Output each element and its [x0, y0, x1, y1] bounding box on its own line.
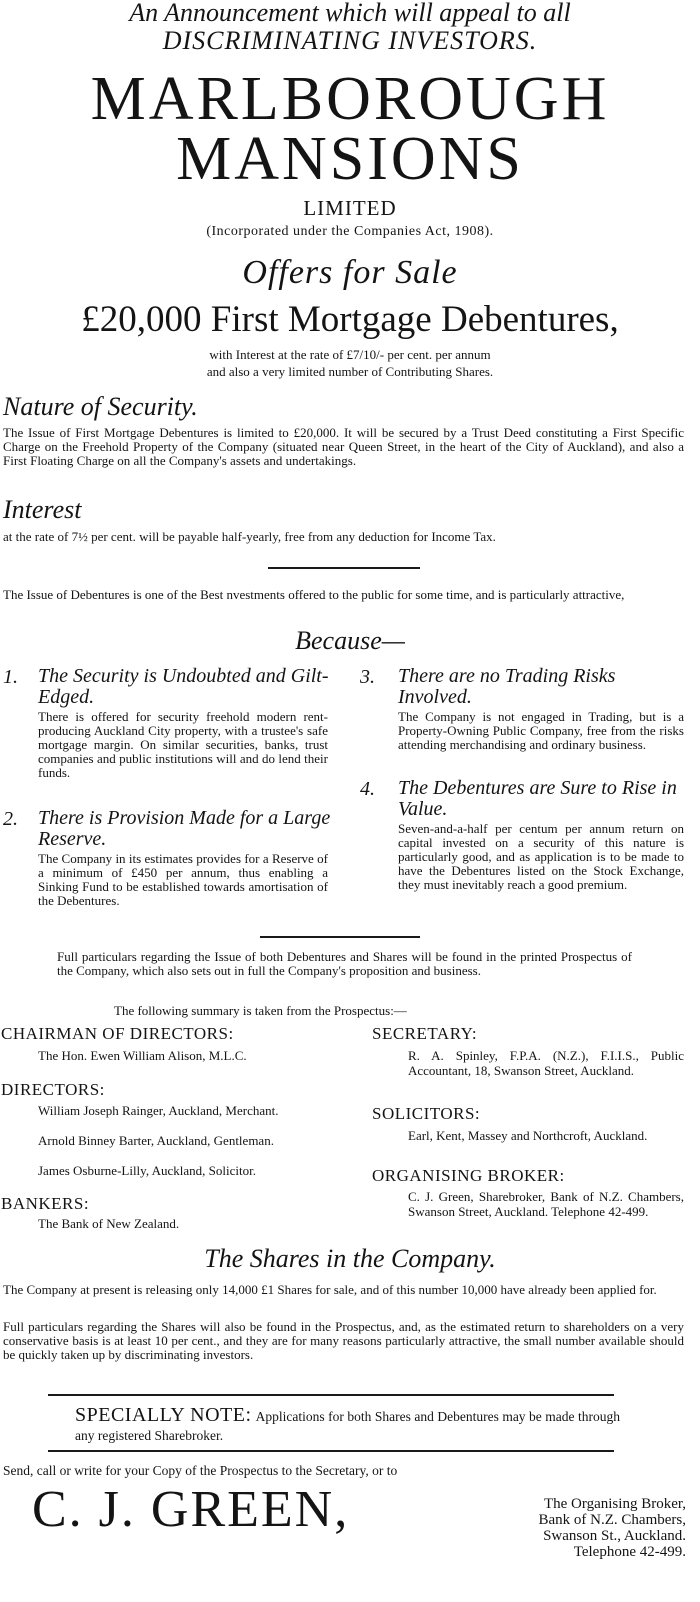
broker-address-line: Swanson St., Auckland.: [543, 1528, 686, 1544]
secretary-details: R. A. Spinley, F.P.A. (N.Z.), F.I.I.S., Public Accountant, 18, Swanson Street, Auckland.: [408, 1048, 684, 1078]
reason-2-title: There is Provision Made for a Large Reserve.: [38, 807, 331, 850]
specially-note-block: [75, 1404, 620, 1445]
directors-label: DIRECTORS:: [1, 1080, 105, 1099]
interest-rate-line-2: and also a very limited number of Contributing Shares.: [206, 364, 494, 379]
shares-paragraph-1: The Company at present is releasing only 14,000 £1 Shares for sale, and of this number 10,000 have already been applied for.: [3, 1282, 657, 1297]
solicitors-details: Earl, Kent, Massey and Northcroft, Auckland.: [408, 1128, 648, 1143]
company-title-line-2: MANSIONS: [176, 125, 524, 193]
send-for-prospectus-line: Send, call or write for your Copy of the Prospectus to the Secretary, or to: [3, 1463, 398, 1478]
nature-of-security-heading: Nature of Security.: [3, 392, 198, 421]
broker-address-block: [446, 1496, 686, 1560]
offers-for-sale-heading: Offers for Sale: [242, 254, 458, 291]
chairman-name: The Hon. Ewen William Alison, M.L.C.: [38, 1048, 247, 1063]
because-heading: Because—: [295, 626, 405, 655]
limited-label: LIMITED: [303, 196, 397, 220]
broker-address-line: Bank of N.Z. Chambers,: [538, 1512, 686, 1528]
note-bottom-rule: [48, 1450, 614, 1452]
reason-1-number: 1.: [3, 666, 18, 688]
company-title-line-1: MARLBOROUGH: [90, 65, 610, 133]
particulars-body: Full particulars regarding the Issue of both Debentures and Shares will be found in the printed Prospectus of the Company, which also sets out in full the Company's proposition and business.: [57, 949, 632, 978]
reason-3-number: 3.: [360, 666, 375, 688]
divider-rule: [260, 936, 420, 938]
reason-2-body: The Company in its estimates provides for a Reserve of a minimum of £450 per annum, thus enabling a Sinking Fund to be established towards amortisation of the Debentures.: [38, 851, 328, 908]
shares-heading: The Shares in the Company.: [204, 1244, 496, 1273]
intro-line-1: An Announcement which will appeal to all: [129, 0, 571, 27]
broker-address-line: The Organising Broker,: [543, 1496, 686, 1512]
interest-rate-line: [0, 346, 700, 380]
reason-1-body: There is offered for security freehold modern rent-producing Auckland City property, with a trustee's safe mortgage margin. On similar securities, banks, trust companies and public institutions will and do lend their funds.: [38, 709, 328, 780]
reason-1-title: The Security is Undoubted and Gilt-Edged.: [38, 665, 329, 708]
prospectus-summary-line: The following summary is taken from the Prospectus:—: [114, 1003, 407, 1018]
reason-2-number: 2.: [3, 808, 18, 830]
specially-note-label: SPECIALLY NOTE:: [75, 1404, 252, 1426]
bankers-name: The Bank of New Zealand.: [38, 1216, 180, 1231]
secretary-label: SECRETARY:: [372, 1024, 478, 1043]
broker-name-large: C. J. GREEN,: [32, 1481, 350, 1538]
reason-4-body: Seven-and-a-half per centum per annum return on capital invested on a security of this nature is particularly good, and as application is to be made to have the Debentures listed on the Stock Exchange, they must inevitably reach a good premium.: [398, 821, 684, 892]
reason-4-number: 4.: [360, 778, 375, 800]
best-investments-body: The Issue of Debentures is one of the Best nvestments offered to the public for some time, and is particularly attractive,: [3, 587, 625, 602]
chairman-label: CHAIRMAN OF DIRECTORS:: [1, 1024, 234, 1043]
bankers-label: BANKERS:: [1, 1194, 90, 1213]
note-top-rule: [48, 1394, 614, 1396]
reason-3-body: The Company is not engaged in Trading, but is a Property-Owning Public Company, free from the risks attending merchandising and ordinary business.: [398, 709, 684, 752]
debenture-amount-heading: £20,000 First Mortgage Debentures,: [81, 299, 619, 340]
specially-note-text: Applications for both Shares and Debentures may be made through any registered Sharebroker.: [75, 1409, 621, 1443]
nature-of-security-body: The Issue of First Mortgage Debentures is limited to £20,000. It will be secured by a Trust Deed constituting a First Specific Charge on the Freehold Property of the Company (situated near Queen Street, in the heart of the City of Auckland), and also a First Floating Charge on all the Company's assets and undertakings.: [3, 425, 684, 468]
divider-rule: [268, 567, 420, 569]
intro-line-2: DISCRIMINATING INVESTORS.: [162, 26, 538, 55]
organising-broker-details: C. J. Green, Sharebroker, Bank of N.Z. Chambers, Swanson Street, Auckland. Telephone 42-499.: [408, 1189, 684, 1219]
reason-4-title: The Debentures are Sure to Rise in Value.: [398, 777, 677, 820]
interest-rate-line-1: with Interest at the rate of £7/10/- per cent. per annum: [209, 347, 491, 362]
broker-address-line: Telephone 42-499.: [573, 1544, 686, 1560]
director-entry: James Osburne-Lilly, Auckland, Solicitor.: [38, 1163, 256, 1178]
organising-broker-label: ORGANISING BROKER:: [372, 1166, 565, 1185]
director-entry: William Joseph Rainger, Auckland, Merchant.: [38, 1103, 279, 1118]
interest-body: at the rate of 7½ per cent. will be payable half-yearly, free from any deduction for Income Tax.: [3, 529, 496, 544]
interest-heading: Interest: [3, 495, 82, 524]
director-entry: Arnold Binney Barter, Auckland, Gentleman.: [38, 1133, 274, 1148]
shares-paragraph-2: Full particulars regarding the Shares will also be found in the Prospectus, and, as the estimated return to shareholders on a very conservative basis is at least 10 per cent., and they are for many reasons particularly attractive, the small number available should be quickly taken up by discriminating investors.: [3, 1319, 684, 1362]
incorporation-note: (Incorporated under the Companies Act, 1908).: [206, 224, 494, 239]
reason-3-title: There are no Trading Risks Involved.: [398, 665, 616, 708]
solicitors-label: SOLICITORS:: [372, 1104, 481, 1123]
